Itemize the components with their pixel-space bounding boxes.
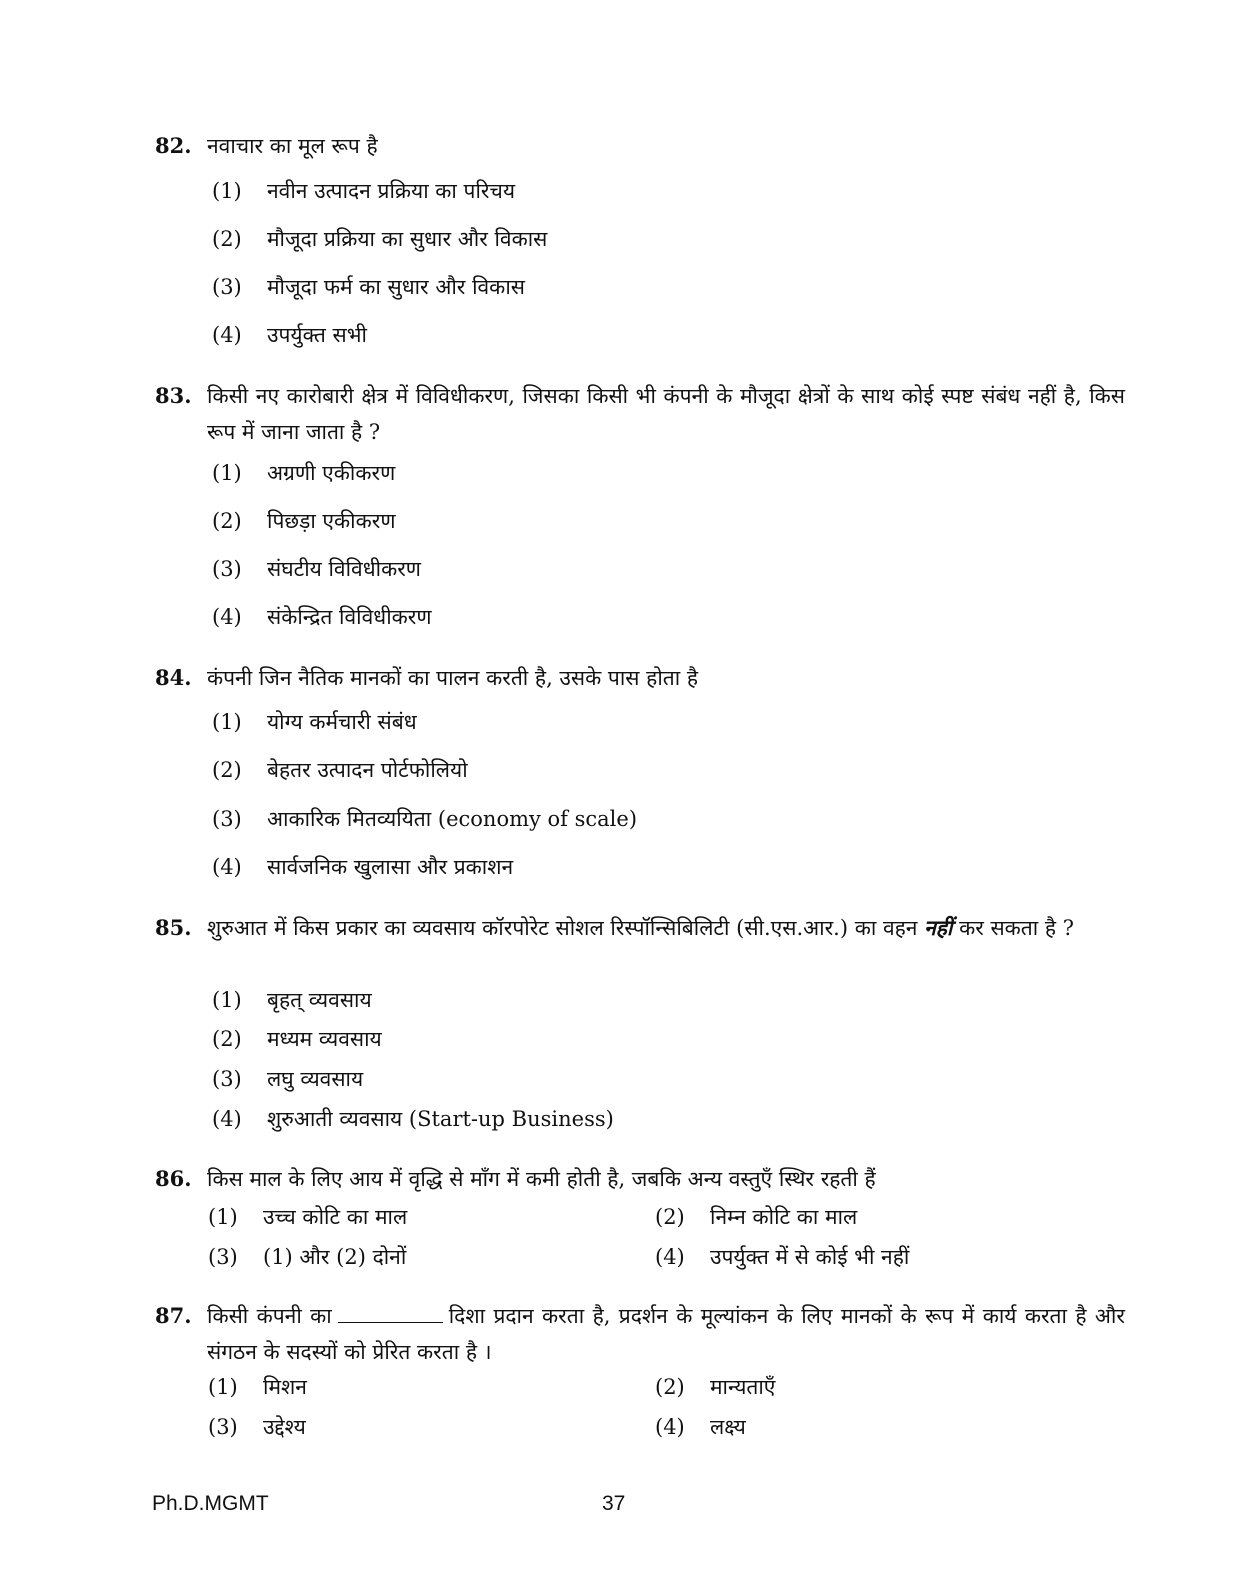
question-text: कंपनी जिन नैतिक मानकों का पालन करती है, उसके पास होता है (207, 666, 698, 690)
option-86-3 (208, 1242, 406, 1272)
option-number: (1) (212, 710, 242, 734)
option-text: मध्यम व्यवसाय (267, 1027, 382, 1051)
question-text-end: दिशा प्रदान करता है, प्रदर्शन के मूल्यांकन के लिए मानकों के रूप में कार्य करता है और संगठन के सदस्यों को प्रेरित करता है । (207, 1304, 1125, 1364)
option-text: उपर्युक्त सभी (267, 323, 367, 347)
question-text-start: शुरुआत में किस प्रकार का व्यवसाय कॉरपोरेट सोशल रिस्पॉन्सिबिलिटी (सी.एस.आर.) का वहन (207, 916, 918, 940)
option-number: (3) (212, 807, 242, 831)
option-text: नवीन उत्पादन प्रक्रिया का परिचय (267, 179, 516, 203)
option-number: (4) (212, 855, 242, 879)
option-number: (2) (212, 509, 242, 533)
option-86-1 (208, 1202, 407, 1232)
question-number: 85. (155, 915, 192, 940)
option-text: मिशन (263, 1375, 307, 1399)
option-number: (2) (212, 758, 242, 782)
question-number: 82. (155, 133, 192, 158)
option-83-2 (212, 506, 396, 536)
option-text: लक्ष्य (710, 1415, 746, 1439)
fill-in-blank (338, 1304, 443, 1323)
option-text: मौजूदा फर्म का सुधार और विकास (267, 275, 525, 299)
page-number: 37 (602, 1492, 626, 1515)
option-text: बृहत् व्यवसाय (267, 988, 372, 1012)
option-number: (3) (212, 557, 242, 581)
option-text: उच्च कोटि का माल (263, 1205, 408, 1229)
option-84-4 (212, 852, 513, 882)
option-text: संघटीय विविधीकरण (267, 557, 421, 581)
option-87-4 (655, 1412, 746, 1442)
option-82-3 (212, 272, 525, 302)
option-87-3 (208, 1412, 306, 1442)
footer-paper-code: Ph.D.MGMT (152, 1492, 269, 1515)
option-87-1 (208, 1372, 307, 1402)
question-text (207, 1298, 1125, 1370)
option-text: अग्रणी एकीकरण (267, 461, 396, 485)
option-text: सार्वजनिक खुलासा और प्रकाशन (267, 855, 514, 879)
option-number: (1) (208, 1375, 238, 1399)
question-text-end: कर सकता है ? (959, 916, 1074, 940)
question-number: 87. (155, 1303, 192, 1328)
option-number: (3) (208, 1415, 238, 1439)
option-82-1 (212, 176, 515, 206)
option-87-2 (655, 1372, 775, 1402)
option-82-2 (212, 224, 547, 254)
option-number: (3) (212, 275, 242, 299)
option-number: (2) (655, 1205, 685, 1229)
option-text: संकेन्द्रित विविधीकरण (267, 605, 432, 629)
option-text: पिछड़ा एकीकरण (267, 509, 396, 533)
option-number: (4) (655, 1245, 685, 1269)
option-82-4 (212, 320, 367, 350)
option-text: बेहतर उत्पादन पोर्टफोलियो (267, 758, 468, 782)
option-85-4 (212, 1104, 614, 1134)
option-text: उद्देश्य (263, 1415, 306, 1439)
option-number: (2) (212, 227, 242, 251)
option-text: लघु व्यवसाय (267, 1067, 364, 1091)
question-text: किसी नए कारोबारी क्षेत्र में विविधीकरण, जिसका किसी भी कंपनी के मौजूदा क्षेत्रों के साथ कोई स्पष्ट संबंध नहीं है, किस रूप में जाना जाता है ? (207, 384, 1125, 444)
option-text: आकारिक मितव्ययिता (economy of scale) (267, 807, 638, 831)
option-number: (4) (212, 1107, 242, 1131)
option-number: (4) (212, 323, 242, 347)
question-82 (155, 128, 1125, 164)
question-87 (155, 1298, 1125, 1370)
option-text: योग्य कर्मचारी संबंध (267, 710, 417, 734)
option-84-2 (212, 755, 468, 785)
question-text-start: किसी कंपनी का (207, 1304, 332, 1328)
option-text: शुरुआती व्यवसाय (Start-up Business) (267, 1107, 614, 1131)
option-85-2 (212, 1024, 382, 1054)
option-text: निम्न कोटि का माल (710, 1205, 858, 1229)
option-number: (3) (208, 1245, 238, 1269)
option-number: (4) (655, 1415, 685, 1439)
option-83-3 (212, 554, 421, 584)
option-number: (1) (208, 1205, 238, 1229)
option-number: (1) (212, 988, 242, 1012)
option-86-2 (655, 1202, 857, 1232)
question-text: किस माल के लिए आय में वृद्धि से माँग में कमी होती है, जबकि अन्य वस्तुएँ स्थिर रहती हैं (207, 1167, 876, 1191)
question-number: 86. (155, 1166, 192, 1191)
question-number: 83. (155, 383, 192, 408)
option-number: (1) (212, 179, 242, 203)
question-85 (155, 910, 1125, 946)
option-number: (4) (212, 605, 242, 629)
question-emphasis: नहीं (924, 915, 953, 940)
option-text: मौजूदा प्रक्रिया का सुधार और विकास (267, 227, 548, 251)
option-number: (2) (212, 1027, 242, 1051)
question-86 (155, 1161, 1125, 1197)
question-83 (155, 378, 1125, 450)
question-84 (155, 660, 1125, 696)
option-number: (1) (212, 461, 242, 485)
option-number: (2) (655, 1375, 685, 1399)
option-text: मान्यताएँ (710, 1375, 776, 1399)
option-83-1 (212, 458, 395, 488)
option-84-1 (212, 707, 417, 737)
question-text: नवाचार का मूल रूप है (207, 134, 378, 158)
option-84-3 (212, 804, 637, 834)
question-number: 84. (155, 665, 192, 690)
option-85-1 (212, 985, 372, 1015)
option-text: उपर्युक्त में से कोई भी नहीं (710, 1245, 910, 1269)
question-text (207, 910, 1125, 946)
option-text: (1) और (2) दोनों (263, 1245, 407, 1269)
option-85-3 (212, 1064, 363, 1094)
option-86-4 (655, 1242, 909, 1272)
option-83-4 (212, 602, 432, 632)
option-number: (3) (212, 1067, 242, 1091)
